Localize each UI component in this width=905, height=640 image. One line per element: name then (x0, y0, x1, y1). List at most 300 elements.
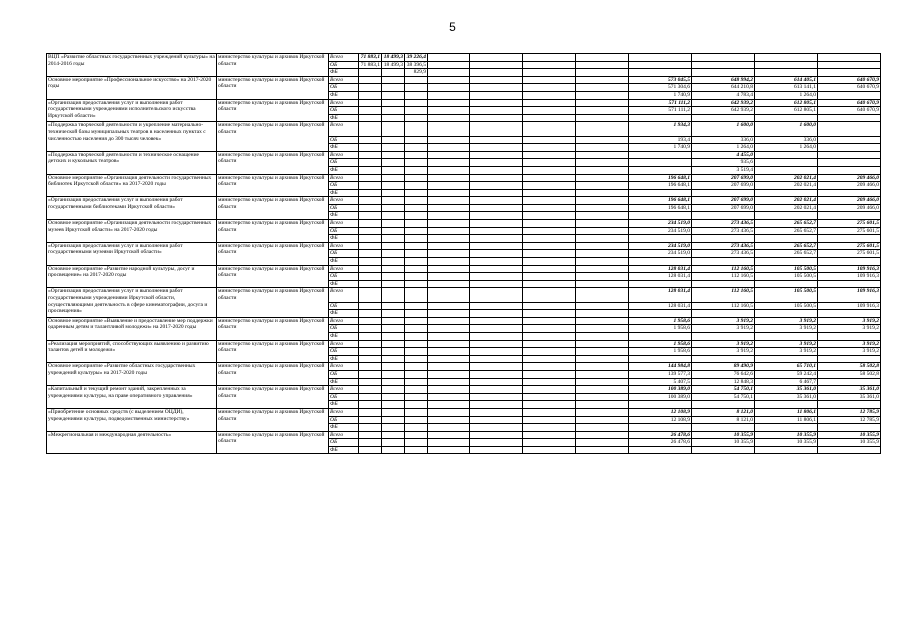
empty-cell (523, 408, 576, 416)
empty-cell (523, 166, 576, 174)
empty-cell (428, 348, 470, 356)
executor: министерство культуры и архивов Иркутской области (217, 408, 329, 431)
amount-cell (818, 69, 881, 77)
empty-cell (523, 258, 576, 266)
amount-cell (359, 235, 382, 243)
empty-cell (428, 174, 470, 182)
event-name: «Поддержка творческой деятельности и укрепление материально-технической базы муниципальных театров в населенных пунктах с численностью населения до 300 тысяч человек» (47, 122, 217, 151)
empty-cell (523, 340, 576, 348)
amount-cell: 144 984,8 (629, 363, 692, 371)
funding-source-label: Всего (329, 317, 359, 325)
funding-source-label: ФБ (329, 69, 359, 77)
amount-cell: 275 601,5 (818, 227, 881, 235)
amount-cell (405, 151, 428, 159)
amount-cell: 54 750,1 (692, 386, 755, 394)
empty-cell (576, 212, 629, 220)
amount-cell (405, 258, 428, 266)
empty-cell (523, 136, 576, 144)
empty-cell (576, 424, 629, 432)
amount-cell (382, 370, 405, 378)
empty-cell (428, 416, 470, 424)
empty-cell (428, 61, 470, 69)
empty-cell (470, 378, 523, 386)
empty-cell (470, 159, 523, 167)
empty-cell (576, 332, 629, 340)
amount-cell (359, 340, 382, 348)
amount-cell (359, 348, 382, 356)
amount-cell: 3 919,2 (692, 348, 755, 356)
amount-cell (405, 159, 428, 167)
table-row (47, 242, 881, 250)
amount-cell (405, 189, 428, 197)
amount-cell (692, 310, 755, 318)
empty-cell (428, 273, 470, 281)
empty-cell (428, 302, 470, 310)
amount-cell (629, 332, 692, 340)
empty-cell (523, 69, 576, 77)
amount-cell: 273 436,5 (692, 242, 755, 250)
amount-cell (405, 84, 428, 92)
empty-cell (428, 288, 470, 302)
amount-cell (382, 197, 405, 205)
funding-source-label: ФБ (329, 355, 359, 363)
empty-cell (523, 54, 576, 62)
amount-cell (382, 227, 405, 235)
amount-cell (405, 197, 428, 205)
amount-cell (382, 340, 405, 348)
empty-cell (523, 99, 576, 107)
amount-cell (382, 182, 405, 190)
table-row (47, 220, 881, 228)
funding-source-label: Всего (329, 386, 359, 394)
empty-cell (576, 439, 629, 447)
funding-source-label: Всего (329, 99, 359, 107)
amount-cell: 3 919,2 (755, 325, 818, 333)
amount-cell (405, 416, 428, 424)
amount-cell: 26 478,6 (629, 439, 692, 447)
amount-cell (359, 325, 382, 333)
amount-cell (405, 363, 428, 371)
amount-cell (382, 212, 405, 220)
table-row (47, 340, 881, 348)
amount-cell (359, 370, 382, 378)
amount-cell: 18 499,3 (382, 54, 405, 62)
empty-cell (470, 174, 523, 182)
empty-cell (523, 84, 576, 92)
amount-cell (382, 69, 405, 77)
empty-cell (523, 302, 576, 310)
amount-cell (382, 189, 405, 197)
amount-cell (755, 401, 818, 409)
amount-cell: 935,6 (692, 159, 755, 167)
amount-cell (692, 189, 755, 197)
table-row (47, 431, 881, 439)
amount-cell: 3 919,2 (755, 340, 818, 348)
event-name: «Организация предоставления услуг и выполнения работ государственными библиотеками Иркутской области» (47, 197, 217, 220)
amount-cell: 3 919,2 (818, 317, 881, 325)
amount-cell: 207 699,0 (692, 204, 755, 212)
amount-cell (359, 408, 382, 416)
amount-cell (629, 401, 692, 409)
amount-cell: 1 958,6 (629, 340, 692, 348)
empty-cell (470, 370, 523, 378)
empty-cell (428, 212, 470, 220)
amount-cell (359, 136, 382, 144)
amount-cell: 105 500,5 (755, 288, 818, 302)
empty-cell (470, 431, 523, 439)
amount-cell (382, 280, 405, 288)
empty-cell (470, 220, 523, 228)
amount-cell (405, 431, 428, 439)
amount-cell: 105 500,5 (755, 265, 818, 273)
amount-cell (405, 288, 428, 302)
funding-source-label: ФБ (329, 91, 359, 99)
executor: министерство культуры и архивов Иркутской области (217, 122, 329, 151)
amount-cell: 3 919,2 (692, 317, 755, 325)
funding-source-label: ОБ (329, 136, 359, 144)
amount-cell (382, 439, 405, 447)
amount-cell: 1 958,6 (629, 325, 692, 333)
empty-cell (470, 114, 523, 122)
amount-cell: 11 806,1 (755, 416, 818, 424)
empty-cell (428, 393, 470, 401)
amount-cell: 273 436,5 (692, 250, 755, 258)
funding-source-label: ФБ (329, 189, 359, 197)
table-row (47, 151, 881, 159)
amount-cell (405, 408, 428, 416)
amount-cell (382, 393, 405, 401)
amount-cell (629, 235, 692, 243)
empty-cell (576, 258, 629, 266)
amount-cell (359, 166, 382, 174)
event-name: «Организация предоставления услуг и выполнения работ государственными учреждениями исполнительского искусства Иркутской области» (47, 99, 217, 122)
amount-cell: 6 467,7 (755, 378, 818, 386)
amount-cell: 234 519,0 (629, 250, 692, 258)
event-name: Основное мероприятие «Организация деятельности государственных музеев Иркутской области» на 2017-2020 годы (47, 220, 217, 243)
amount-cell (818, 310, 881, 318)
amount-cell (405, 273, 428, 281)
event-name: «Реализация мероприятий, способствующих выявлению и развитию талантов детей и молодежи» (47, 340, 217, 363)
amount-cell (382, 386, 405, 394)
empty-cell (428, 332, 470, 340)
empty-cell (470, 325, 523, 333)
empty-cell (470, 446, 523, 454)
amount-cell (359, 258, 382, 266)
empty-cell (523, 363, 576, 371)
amount-cell: 105 500,5 (755, 302, 818, 310)
amount-cell (629, 355, 692, 363)
amount-cell (359, 363, 382, 371)
funding-source-label: Всего (329, 431, 359, 439)
amount-cell: 202 021,4 (755, 174, 818, 182)
executor: министерство культуры и архивов Иркутской области (217, 174, 329, 197)
empty-cell (523, 431, 576, 439)
table-row (47, 122, 881, 136)
empty-cell (576, 340, 629, 348)
table-row (47, 363, 881, 371)
amount-cell (692, 355, 755, 363)
amount-cell: 139 577,3 (629, 370, 692, 378)
amount-cell: 612 805,1 (755, 99, 818, 107)
executor: министерство культуры и архивов Иркутской области (217, 340, 329, 363)
empty-cell (576, 166, 629, 174)
empty-cell (576, 370, 629, 378)
amount-cell (382, 174, 405, 182)
amount-cell (818, 122, 881, 136)
empty-cell (428, 54, 470, 62)
amount-cell (359, 189, 382, 197)
funding-source-label: Всего (329, 340, 359, 348)
funding-source-label: ОБ (329, 182, 359, 190)
empty-cell (428, 76, 470, 84)
empty-cell (523, 325, 576, 333)
amount-cell (359, 332, 382, 340)
empty-cell (470, 332, 523, 340)
table-row (47, 317, 881, 325)
funding-source-label: Всего (329, 122, 359, 136)
executor: министерство культуры и архивов Иркутской области (217, 288, 329, 317)
amount-cell (382, 273, 405, 281)
funding-source-label: ФБ (329, 280, 359, 288)
empty-cell (428, 431, 470, 439)
empty-cell (576, 431, 629, 439)
amount-cell: 10 355,9 (755, 439, 818, 447)
amount-cell (382, 91, 405, 99)
amount-cell (382, 204, 405, 212)
empty-cell (523, 91, 576, 99)
amount-cell (359, 122, 382, 136)
amount-cell (755, 235, 818, 243)
amount-cell (818, 424, 881, 432)
empty-cell (523, 401, 576, 409)
empty-cell (523, 212, 576, 220)
amount-cell (359, 99, 382, 107)
empty-cell (428, 317, 470, 325)
empty-cell (523, 355, 576, 363)
empty-cell (470, 212, 523, 220)
amount-cell (692, 332, 755, 340)
amount-cell: 1 740,9 (629, 144, 692, 152)
amount-cell: 10 355,9 (692, 431, 755, 439)
amount-cell (405, 250, 428, 258)
amount-cell (359, 310, 382, 318)
amount-cell (359, 204, 382, 212)
empty-cell (428, 182, 470, 190)
amount-cell (359, 114, 382, 122)
empty-cell (523, 107, 576, 115)
empty-cell (576, 197, 629, 205)
amount-cell: 1 958,6 (629, 317, 692, 325)
amount-cell (755, 69, 818, 77)
amount-cell (405, 182, 428, 190)
funding-source-label: ОБ (329, 107, 359, 115)
amount-cell: 89 490,9 (692, 363, 755, 371)
empty-cell (470, 363, 523, 371)
amount-cell (382, 446, 405, 454)
event-name: «Межрегиональная и международная деятельность» (47, 431, 217, 454)
table-row (47, 76, 881, 84)
amount-cell: 12 785,9 (818, 408, 881, 416)
amount-cell (382, 151, 405, 159)
empty-cell (470, 416, 523, 424)
empty-cell (576, 114, 629, 122)
amount-cell (359, 84, 382, 92)
funding-source-label: ОБ (329, 348, 359, 356)
amount-cell (359, 265, 382, 273)
amount-cell: 1 264,0 (755, 91, 818, 99)
empty-cell (470, 280, 523, 288)
amount-cell (755, 151, 818, 159)
empty-cell (470, 408, 523, 416)
amount-cell: 112 160,5 (692, 302, 755, 310)
empty-cell (428, 197, 470, 205)
amount-cell: 112 160,5 (692, 265, 755, 273)
amount-cell (818, 212, 881, 220)
amount-cell: 71 883,1 (359, 54, 382, 62)
amount-cell: 10 355,9 (692, 439, 755, 447)
amount-cell: 642 939,2 (692, 107, 755, 115)
amount-cell (405, 212, 428, 220)
amount-cell (755, 355, 818, 363)
amount-cell: 196 648,1 (629, 182, 692, 190)
event-name: Основное мероприятие «Организация деятельности государственных библиотек Иркутской области» на 2017-2020 годы (47, 174, 217, 197)
funding-source-label: Всего (329, 76, 359, 84)
amount-cell: 59 242,4 (755, 370, 818, 378)
amount-cell (405, 136, 428, 144)
amount-cell: 54 750,1 (692, 393, 755, 401)
funding-source-label: ОБ (329, 273, 359, 281)
amount-cell: 105 500,5 (755, 273, 818, 281)
amount-cell (405, 393, 428, 401)
empty-cell (523, 439, 576, 447)
amount-cell: 3 919,2 (692, 340, 755, 348)
empty-cell (470, 61, 523, 69)
empty-cell (576, 91, 629, 99)
amount-cell (818, 54, 881, 62)
amount-cell (405, 355, 428, 363)
amount-cell (405, 386, 428, 394)
amount-cell (405, 424, 428, 432)
amount-cell: 273 436,5 (692, 227, 755, 235)
empty-cell (428, 439, 470, 447)
amount-cell (755, 310, 818, 318)
funding-source-label: Всего (329, 408, 359, 416)
amount-cell (382, 378, 405, 386)
amount-cell: 571 111,2 (629, 99, 692, 107)
empty-cell (576, 280, 629, 288)
empty-cell (523, 174, 576, 182)
empty-cell (576, 408, 629, 416)
funding-source-label: Всего (329, 242, 359, 250)
amount-cell (382, 302, 405, 310)
empty-cell (576, 99, 629, 107)
empty-cell (428, 189, 470, 197)
empty-cell (523, 348, 576, 356)
amount-cell: 3 519,4 (692, 166, 755, 174)
funding-source-label: ФБ (329, 310, 359, 318)
empty-cell (470, 235, 523, 243)
amount-cell (818, 114, 881, 122)
amount-cell (359, 242, 382, 250)
amount-cell (818, 91, 881, 99)
empty-cell (576, 174, 629, 182)
amount-cell (818, 280, 881, 288)
empty-cell (523, 159, 576, 167)
amount-cell: 100 389,0 (629, 386, 692, 394)
empty-cell (470, 242, 523, 250)
empty-cell (523, 310, 576, 318)
empty-cell (470, 107, 523, 115)
amount-cell (405, 114, 428, 122)
empty-cell (428, 204, 470, 212)
empty-cell (523, 424, 576, 432)
amount-cell (755, 424, 818, 432)
funding-source-label: ФБ (329, 235, 359, 243)
amount-cell (382, 84, 405, 92)
amount-cell (382, 348, 405, 356)
amount-cell: 35 361,0 (818, 393, 881, 401)
empty-cell (470, 401, 523, 409)
amount-cell (382, 416, 405, 424)
amount-cell: 112 160,5 (692, 288, 755, 302)
amount-cell (405, 378, 428, 386)
amount-cell: 8 121,0 (692, 416, 755, 424)
amount-cell (692, 54, 755, 62)
amount-cell (692, 401, 755, 409)
amount-cell (629, 69, 692, 77)
amount-cell (359, 424, 382, 432)
executor: министерство культуры и архивов Иркутской области (217, 363, 329, 386)
amount-cell (755, 159, 818, 167)
amount-cell: 58 502,8 (818, 370, 881, 378)
table-row (47, 265, 881, 273)
amount-cell: 4 783,4 (692, 91, 755, 99)
amount-cell: 100 389,0 (629, 393, 692, 401)
funding-source-label: ФБ (329, 424, 359, 432)
event-name: Основное мероприятие «Развитие областных государственных учреждений культуры» на 2017-2020 годы (47, 363, 217, 386)
empty-cell (576, 386, 629, 394)
funding-source-label: ФБ (329, 212, 359, 220)
funding-source-label: Всего (329, 265, 359, 273)
amount-cell (629, 212, 692, 220)
funding-source-label: ФБ (329, 446, 359, 454)
empty-cell (428, 235, 470, 243)
amount-cell: 573 045,5 (629, 76, 692, 84)
amount-cell (382, 310, 405, 318)
amount-cell: 3 919,2 (818, 325, 881, 333)
amount-cell (405, 280, 428, 288)
empty-cell (523, 378, 576, 386)
amount-cell: 234 519,0 (629, 220, 692, 228)
empty-cell (428, 107, 470, 115)
empty-cell (523, 76, 576, 84)
amount-cell (405, 340, 428, 348)
amount-cell (382, 114, 405, 122)
empty-cell (470, 273, 523, 281)
amount-cell: 8 121,0 (692, 408, 755, 416)
funding-source-label: ФБ (329, 166, 359, 174)
amount-cell: 12 108,9 (629, 416, 692, 424)
executor: министерство культуры и архивов Иркутской области (217, 99, 329, 122)
empty-cell (428, 136, 470, 144)
amount-cell (359, 91, 382, 99)
empty-cell (576, 136, 629, 144)
table-row (47, 99, 881, 107)
empty-cell (428, 386, 470, 394)
funding-source-label: Всего (329, 288, 359, 302)
amount-cell (755, 332, 818, 340)
empty-cell (428, 265, 470, 273)
